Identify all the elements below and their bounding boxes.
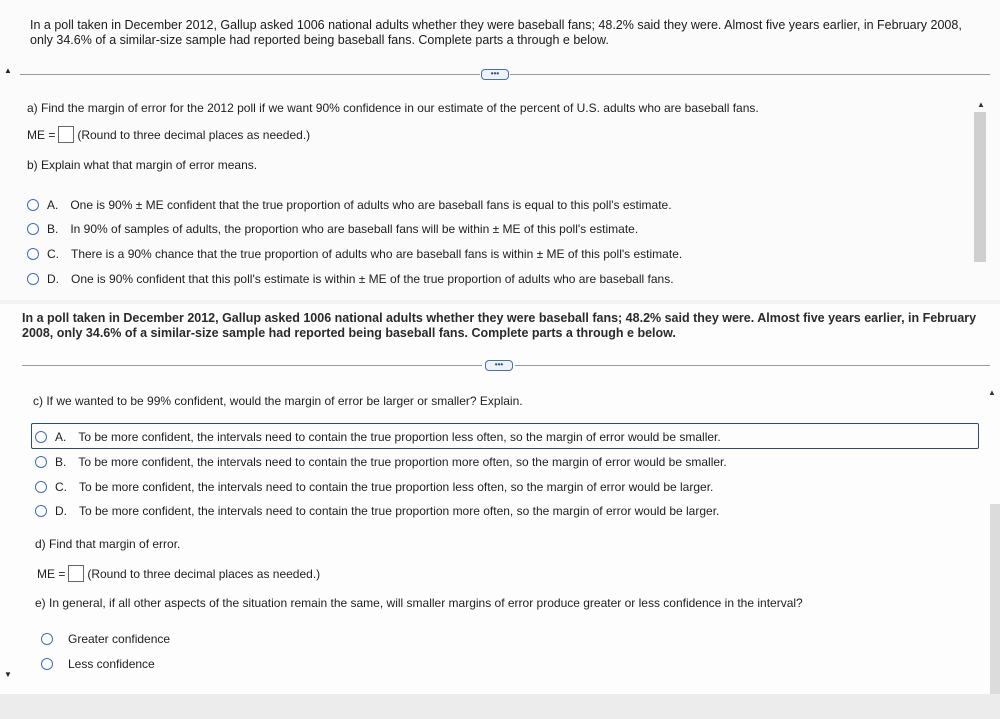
me-d-row xyxy=(37,565,320,582)
problem-intro: In a poll taken in December 2012, Gallup asked 1006 national adults whether they were baseball fans; 48.2% said they were. Almost five years earlier, in February 2008, only 34.6% of a similar-size sample had reported being baseball fans. Complete parts a through e below. xyxy=(30,18,962,47)
option-c-a[interactable]: A. To be more confident, the intervals need to contain the true proportion less often, so the margin of error would be smaller. xyxy=(35,430,721,444)
option-b-c[interactable]: C. There is a 90% chance that the true proportion of adults who are baseball fans is within ± ME of this poll's estimate. xyxy=(27,247,682,261)
part-c-question: c) If we wanted to be 99% confident, would the margin of error be larger or smaller? Explain. xyxy=(33,394,523,408)
collapse-arrow-icon[interactable]: ▲ xyxy=(4,66,12,75)
option-e-greater[interactable]: Greater confidence xyxy=(41,632,170,646)
radio-icon[interactable] xyxy=(35,481,47,493)
radio-icon[interactable] xyxy=(27,248,39,260)
rounding-hint: (Round to three decimal places as needed.) xyxy=(77,127,311,142)
radio-icon[interactable] xyxy=(35,505,47,517)
option-c-b[interactable]: B. To be more confident, the intervals need to contain the true proportion more often, so the margin of error would be smaller. xyxy=(35,455,727,469)
radio-icon[interactable] xyxy=(27,199,39,211)
option-b-a[interactable]: A. One is 90% ± ME confident that the true proportion of adults who are baseball fans is equal to this poll's estimate. xyxy=(27,198,672,212)
divider xyxy=(510,74,990,75)
option-e-less[interactable]: Less confidence xyxy=(41,657,155,671)
problem-intro: In a poll taken in December 2012, Gallup asked 1006 national adults whether they were baseball fans; 48.2% said they were. Almost five years earlier, in February 2008, only 34.6% of a similar-size sample had reported being baseball fans. Complete parts a through e below. xyxy=(22,311,977,340)
question-panel-bottom xyxy=(0,304,1000,694)
me-a-answer-input[interactable] xyxy=(58,126,74,143)
question-panel-top xyxy=(0,0,1000,300)
divider xyxy=(20,74,480,75)
part-e-question: e) In general, if all other aspects of the situation remain the same, will smaller margins of error produce greater or less confidence in the interval? xyxy=(35,596,803,610)
option-c-c[interactable]: C. To be more confident, the intervals need to contain the true proportion less often, so the margin of error would be larger. xyxy=(35,480,713,494)
expand-more-button[interactable]: ••• xyxy=(481,69,509,80)
scrollbar-thumb[interactable] xyxy=(990,504,1000,694)
radio-icon[interactable] xyxy=(35,431,47,443)
divider xyxy=(22,365,482,366)
me-label: ME = xyxy=(27,127,56,142)
expand-more-button[interactable]: ••• xyxy=(485,360,513,371)
radio-icon[interactable] xyxy=(41,633,53,645)
rounding-hint: (Round to three decimal places as needed.) xyxy=(87,566,321,581)
me-label: ME = xyxy=(37,566,66,581)
part-a-question: a) Find the margin of error for the 2012 poll if we want 90% confidence in our estimate of the percent of U.S. adults who are baseball fans. xyxy=(27,101,759,115)
scroll-up-icon[interactable]: ▲ xyxy=(988,388,996,397)
background-strip xyxy=(0,694,1000,719)
scroll-up-icon[interactable]: ▲ xyxy=(977,100,985,109)
radio-icon[interactable] xyxy=(35,456,47,468)
me-d-answer-input[interactable] xyxy=(68,565,84,582)
divider xyxy=(515,365,990,366)
scroll-down-icon[interactable]: ▼ xyxy=(4,670,12,679)
radio-icon[interactable] xyxy=(27,223,39,235)
part-d-question: d) Find that margin of error. xyxy=(35,537,181,551)
part-b-question: b) Explain what that margin of error means. xyxy=(27,158,258,172)
radio-icon[interactable] xyxy=(41,658,53,670)
scrollbar-thumb[interactable] xyxy=(974,112,986,262)
radio-icon[interactable] xyxy=(27,273,39,285)
option-b-d[interactable]: D. One is 90% confident that this poll's estimate is within ± ME of the true proportion of adults who are baseball fans. xyxy=(27,272,674,286)
me-a-row xyxy=(27,126,310,143)
option-c-d[interactable]: D. To be more confident, the intervals need to contain the true proportion more often, so the margin of error would be larger. xyxy=(35,504,719,518)
option-b-b[interactable]: B. In 90% of samples of adults, the proportion who are baseball fans will be within ± ME of this poll's estimate. xyxy=(27,222,638,236)
